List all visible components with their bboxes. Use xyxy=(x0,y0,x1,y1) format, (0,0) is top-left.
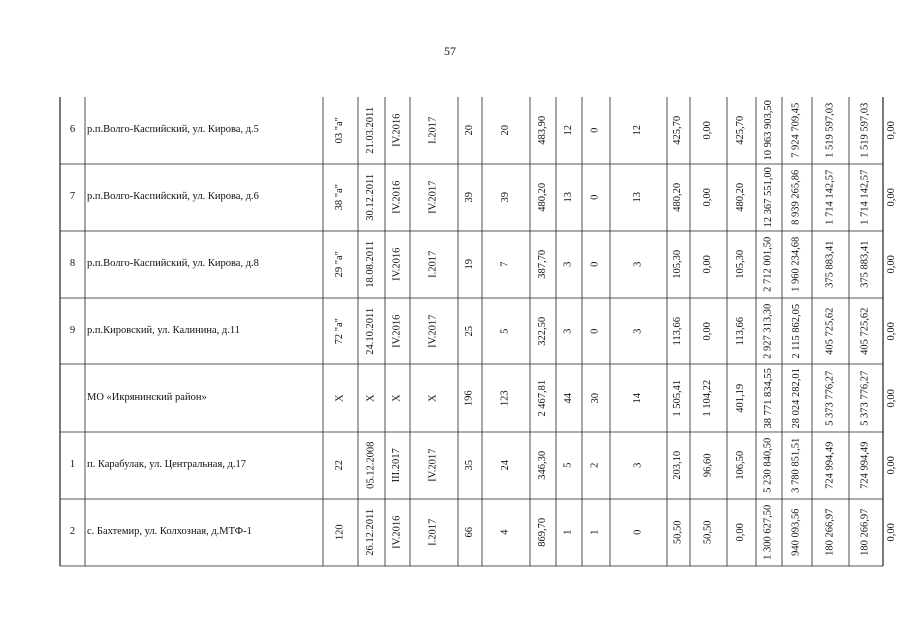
value-cell xyxy=(556,231,582,298)
value-cell xyxy=(849,364,883,432)
value-cell xyxy=(410,364,458,432)
value-cell xyxy=(782,231,812,298)
value-cell xyxy=(556,364,582,432)
address-cell xyxy=(85,364,323,432)
address-cell-text: п. Карабулак, ул. Центральная, д.17 xyxy=(87,459,247,471)
value-cell-text: 1 714 142,57 xyxy=(824,169,836,226)
value-cell xyxy=(727,364,756,432)
value-cell xyxy=(323,499,358,566)
value-cell xyxy=(667,364,690,432)
value-cell-text: 180 266,97 xyxy=(859,508,871,557)
value-cell xyxy=(582,97,610,164)
value-cell-text: X xyxy=(427,394,439,402)
value-cell-text: 375 883,41 xyxy=(859,240,871,289)
row-number-cell-text: 9 xyxy=(69,324,76,336)
row-number-cell-text: 6 xyxy=(69,124,76,136)
value-cell xyxy=(812,97,849,164)
value-cell-text: 2 115 862,05 xyxy=(790,303,802,359)
value-cell-text: III.2017 xyxy=(391,448,403,483)
value-cell-text: 405 725,62 xyxy=(859,307,871,355)
value-cell-text: 375 883,41 xyxy=(824,240,836,289)
value-cell xyxy=(323,364,358,432)
value-cell xyxy=(667,432,690,499)
address-cell-text: р.п.Волго-Каспийский, ул. Кирова, д.6 xyxy=(87,191,259,203)
address-cell xyxy=(85,97,323,164)
value-cell-text: 50,50 xyxy=(672,520,684,545)
value-cell-text: 196 xyxy=(463,390,475,406)
value-cell-text: 724 994,49 xyxy=(859,441,871,490)
value-cell-text: 66 xyxy=(463,527,475,538)
value-cell xyxy=(530,364,556,432)
row-number-cell xyxy=(60,231,85,298)
value-cell xyxy=(883,432,901,499)
value-cell-text: 30 xyxy=(589,392,601,404)
value-cell xyxy=(482,432,530,499)
value-cell xyxy=(727,97,756,164)
value-cell-text: I.2017 xyxy=(427,518,439,547)
value-cell-text: 0 xyxy=(589,261,601,268)
value-cell xyxy=(727,164,756,231)
value-cell-text: 480,20 xyxy=(672,183,684,212)
value-cell-text: IV.2017 xyxy=(427,314,439,348)
value-cell xyxy=(358,97,385,164)
value-cell xyxy=(556,97,582,164)
value-cell xyxy=(385,364,410,432)
value-cell xyxy=(782,432,812,499)
value-cell-text: 38 771 834,55 xyxy=(762,367,774,429)
value-cell-text: 1 505,41 xyxy=(672,379,684,417)
value-cell xyxy=(323,164,358,231)
value-cell xyxy=(556,164,582,231)
value-cell-text: 387,70 xyxy=(536,250,548,279)
value-cell xyxy=(849,298,883,364)
value-cell xyxy=(582,432,610,499)
value-cell xyxy=(690,97,727,164)
value-cell xyxy=(727,231,756,298)
value-cell xyxy=(667,231,690,298)
value-cell-text: 0 xyxy=(589,328,601,334)
value-cell xyxy=(385,432,410,499)
value-cell xyxy=(358,432,385,499)
value-cell xyxy=(530,298,556,364)
value-cell-text: 2 927 313,30 xyxy=(762,303,774,359)
value-cell-text: 2 467,81 xyxy=(536,379,548,417)
value-cell-text: 113,66 xyxy=(672,316,684,346)
value-cell-text: 0,00 xyxy=(885,456,897,475)
value-cell xyxy=(610,231,667,298)
value-cell xyxy=(482,231,530,298)
value-cell xyxy=(690,164,727,231)
value-cell-text: 1 960 234,68 xyxy=(790,236,802,293)
value-cell-text: 35 xyxy=(463,460,475,471)
value-cell-text: 12 367 551,00 xyxy=(762,167,774,228)
value-cell-text: 72 "а" xyxy=(334,317,346,345)
value-cell-text: 28 024 282,01 xyxy=(790,367,802,429)
row-number-cell xyxy=(60,97,85,164)
value-cell-text: 425,70 xyxy=(735,116,747,145)
row-number-cell-text: 7 xyxy=(69,191,76,203)
value-cell xyxy=(727,432,756,499)
value-cell xyxy=(458,298,482,364)
value-cell xyxy=(849,164,883,231)
value-cell-text: 12 xyxy=(562,125,574,136)
value-cell xyxy=(667,298,690,364)
value-cell xyxy=(690,298,727,364)
value-cell xyxy=(883,97,901,164)
value-cell-text: IV.2016 xyxy=(391,515,403,550)
value-cell xyxy=(410,231,458,298)
value-cell xyxy=(756,499,782,566)
value-cell-text: 105,30 xyxy=(672,250,684,279)
address-cell xyxy=(85,432,323,499)
address-cell-text: р.п.Кировский, ул. Калинина, д.11 xyxy=(87,324,240,336)
value-cell-text: 5 xyxy=(562,462,574,469)
row-number-cell xyxy=(60,499,85,566)
value-cell-text: 5 230 840,50 xyxy=(762,437,774,494)
value-cell xyxy=(667,499,690,566)
value-cell xyxy=(323,298,358,364)
value-cell xyxy=(812,364,849,432)
value-cell xyxy=(385,298,410,364)
value-cell-text: 24.10.2011 xyxy=(365,307,377,355)
value-cell-text: 0,00 xyxy=(702,188,714,207)
value-cell xyxy=(812,432,849,499)
value-cell-text: 20 xyxy=(499,125,511,136)
value-cell-text: 3 xyxy=(632,328,644,334)
value-cell-text: 480,20 xyxy=(536,183,548,212)
value-cell-text: 1 300 627,50 xyxy=(762,504,774,561)
value-cell-text: 13 xyxy=(632,192,644,203)
row-number-cell xyxy=(60,164,85,231)
value-cell-text: 39 xyxy=(499,192,511,203)
value-cell-text: I.2017 xyxy=(427,116,439,145)
value-cell xyxy=(812,231,849,298)
value-cell-text: 20 xyxy=(463,125,475,136)
row-number-cell xyxy=(60,364,85,432)
value-cell-text: 180 266,97 xyxy=(824,508,836,557)
value-cell-text: I.2017 xyxy=(427,250,439,279)
value-cell xyxy=(458,499,482,566)
value-cell-text: 14 xyxy=(632,392,644,404)
value-cell xyxy=(883,364,901,432)
value-cell-text: 39 xyxy=(463,192,475,203)
value-cell xyxy=(756,432,782,499)
value-cell xyxy=(458,231,482,298)
value-cell xyxy=(385,499,410,566)
value-cell-text: 1 xyxy=(589,529,601,536)
value-cell xyxy=(782,164,812,231)
value-cell xyxy=(582,231,610,298)
address-cell xyxy=(85,499,323,566)
value-cell xyxy=(883,231,901,298)
value-cell-text: 5 373 776,27 xyxy=(824,370,836,426)
value-cell xyxy=(610,364,667,432)
value-cell xyxy=(385,97,410,164)
value-cell xyxy=(410,97,458,164)
value-cell-text: 0,00 xyxy=(885,121,897,140)
value-cell xyxy=(358,164,385,231)
page-number: 57 xyxy=(444,44,456,58)
value-cell-text: 401,19 xyxy=(735,383,747,413)
value-cell xyxy=(410,499,458,566)
value-cell-text: IV.2017 xyxy=(427,448,439,483)
value-cell xyxy=(667,97,690,164)
value-cell xyxy=(556,499,582,566)
value-cell-text: 120 xyxy=(334,524,346,541)
value-cell-text: 425,70 xyxy=(672,116,684,145)
value-cell-text: 1 xyxy=(562,529,574,536)
value-cell-text: 346,30 xyxy=(536,451,548,480)
value-cell xyxy=(482,364,530,432)
value-cell-text: 0,00 xyxy=(885,388,897,408)
value-cell-text: 0,00 xyxy=(735,523,747,542)
value-cell xyxy=(610,97,667,164)
value-cell-text: 2 712 001,50 xyxy=(762,236,774,293)
value-cell-text: 0 xyxy=(589,127,601,134)
value-cell-text: 0,00 xyxy=(885,255,897,274)
row-number-cell xyxy=(60,432,85,499)
value-cell xyxy=(582,298,610,364)
value-cell-text: 203,10 xyxy=(672,451,684,480)
value-cell xyxy=(323,97,358,164)
value-cell xyxy=(482,499,530,566)
value-cell xyxy=(385,164,410,231)
address-cell-text: с. Бахтемир, ул. Колхозная, д.МТФ-1 xyxy=(87,526,252,538)
value-cell-text: 405 725,62 xyxy=(824,307,836,355)
value-cell xyxy=(690,499,727,566)
value-cell xyxy=(358,364,385,432)
value-cell xyxy=(530,164,556,231)
value-cell xyxy=(883,298,901,364)
value-cell-text: 2 xyxy=(589,462,601,469)
value-cell-text: 96,60 xyxy=(702,453,714,478)
value-cell xyxy=(610,432,667,499)
value-cell xyxy=(323,231,358,298)
value-cell xyxy=(530,97,556,164)
value-cell xyxy=(756,164,782,231)
value-cell-text: 8 939 265,86 xyxy=(790,169,802,226)
value-cell xyxy=(530,499,556,566)
value-cell xyxy=(812,164,849,231)
value-cell-text: 3 xyxy=(562,328,574,334)
value-cell xyxy=(530,432,556,499)
value-cell-text: 0,00 xyxy=(702,255,714,274)
value-cell xyxy=(849,97,883,164)
value-cell xyxy=(610,298,667,364)
value-cell xyxy=(812,298,849,364)
value-cell-text: X xyxy=(391,394,403,402)
value-cell xyxy=(458,364,482,432)
value-cell-text: 3 xyxy=(632,261,644,268)
address-cell-text: р.п.Волго-Каспийский, ул. Кирова, д.8 xyxy=(87,258,259,270)
value-cell-text: 1 104,22 xyxy=(702,379,714,417)
value-cell-text: 30.12.2011 xyxy=(365,174,377,221)
address-cell-text: МО «Икрянинский район» xyxy=(87,391,207,403)
row-number-cell xyxy=(60,298,85,364)
value-cell-text: 0,00 xyxy=(885,321,897,341)
value-cell xyxy=(883,164,901,231)
value-cell-text: 724 994,49 xyxy=(824,441,836,490)
value-cell-text: 3 xyxy=(632,462,644,469)
value-cell xyxy=(582,164,610,231)
value-cell xyxy=(849,432,883,499)
value-cell-text: 44 xyxy=(562,392,574,404)
value-cell-text: 7 xyxy=(499,261,511,268)
value-cell-text: 1 519 597,03 xyxy=(859,102,871,159)
value-cell xyxy=(849,231,883,298)
value-cell xyxy=(458,97,482,164)
value-cell-text: 106,50 xyxy=(735,451,747,480)
value-cell-text: IV.2016 xyxy=(391,247,403,282)
value-cell xyxy=(556,298,582,364)
value-cell-text: 3 xyxy=(562,261,574,268)
value-cell-text: 19 xyxy=(463,259,475,270)
value-cell-text: 03 "а" xyxy=(334,117,346,144)
value-cell xyxy=(727,499,756,566)
value-cell-text: 869,70 xyxy=(536,518,548,547)
value-cell-text: 26.12.2011 xyxy=(365,509,377,556)
value-cell-text: 0 xyxy=(589,194,601,201)
address-cell xyxy=(85,231,323,298)
row-number-cell-text: 8 xyxy=(69,258,76,270)
address-cell xyxy=(85,164,323,231)
value-cell xyxy=(410,432,458,499)
value-cell-text: 50,50 xyxy=(702,520,714,545)
value-cell-text: 0,00 xyxy=(702,321,714,341)
value-cell-text: 0 xyxy=(632,529,644,536)
value-cell xyxy=(410,164,458,231)
value-cell-text: 123 xyxy=(499,390,511,406)
value-cell xyxy=(756,231,782,298)
value-cell xyxy=(756,298,782,364)
value-cell-text: 12 xyxy=(632,125,644,136)
row-number-cell-text: 2 xyxy=(69,526,76,538)
row-number-cell-text: 1 xyxy=(69,459,76,471)
value-cell-text: 05.12.2008 xyxy=(365,441,377,490)
value-cell xyxy=(782,298,812,364)
value-cell xyxy=(756,97,782,164)
value-cell xyxy=(782,499,812,566)
value-cell xyxy=(727,298,756,364)
value-cell-text: 1 714 142,57 xyxy=(859,169,871,226)
value-cell-text: 480,20 xyxy=(735,183,747,212)
value-cell xyxy=(323,432,358,499)
value-cell xyxy=(756,364,782,432)
value-cell xyxy=(556,432,582,499)
value-cell-text: 21.03.2011 xyxy=(365,107,377,154)
value-cell xyxy=(812,499,849,566)
value-cell-text: 105,30 xyxy=(735,250,747,279)
value-cell xyxy=(482,164,530,231)
value-cell xyxy=(582,364,610,432)
value-cell-text: 1 519 597,03 xyxy=(824,102,836,159)
value-cell xyxy=(458,164,482,231)
value-cell-text: 13 xyxy=(562,192,574,203)
value-cell xyxy=(358,499,385,566)
address-cell-text: р.п.Волго-Каспийский, ул. Кирова, д.5 xyxy=(87,124,259,136)
value-cell xyxy=(610,164,667,231)
value-cell-text: IV.2017 xyxy=(427,180,439,215)
value-cell-text: 0,00 xyxy=(885,188,897,207)
value-cell xyxy=(482,298,530,364)
value-cell-text: 4 xyxy=(499,529,511,536)
value-cell-text: IV.2016 xyxy=(391,314,403,348)
value-cell-text: 0,00 xyxy=(702,121,714,140)
value-cell xyxy=(610,499,667,566)
value-cell xyxy=(482,97,530,164)
value-cell-text: X xyxy=(365,394,377,402)
value-cell xyxy=(358,298,385,364)
value-cell xyxy=(782,364,812,432)
value-cell-text: 10 963 903,50 xyxy=(762,100,774,161)
value-cell xyxy=(582,499,610,566)
value-cell xyxy=(667,164,690,231)
value-cell-text: 3 780 851,51 xyxy=(790,437,802,494)
address-cell xyxy=(85,298,323,364)
value-cell-text: IV.2016 xyxy=(391,180,403,215)
value-cell-text: 38 "а" xyxy=(334,184,346,211)
value-cell-text: 0,00 xyxy=(885,523,897,542)
value-cell xyxy=(458,432,482,499)
value-cell-text: 113,66 xyxy=(735,316,747,346)
value-cell-text: 24 xyxy=(499,460,511,471)
value-cell-text: 483,90 xyxy=(536,116,548,145)
value-cell-text: 5 xyxy=(499,328,511,334)
value-cell xyxy=(690,364,727,432)
value-cell xyxy=(690,432,727,499)
value-cell-text: 18.08.2011 xyxy=(365,241,377,288)
value-cell xyxy=(410,298,458,364)
value-cell-text: 5 373 776,27 xyxy=(859,370,871,426)
value-cell-text: 25 xyxy=(463,325,475,337)
value-cell xyxy=(782,97,812,164)
value-cell-text: X xyxy=(334,394,346,402)
value-cell-text: IV.2016 xyxy=(391,113,403,148)
value-cell xyxy=(385,231,410,298)
value-cell xyxy=(530,231,556,298)
value-cell-text: 22 xyxy=(334,460,346,471)
value-cell xyxy=(883,499,901,566)
value-cell xyxy=(690,231,727,298)
value-cell-text: 7 924 709,45 xyxy=(790,102,802,159)
value-cell-text: 322,50 xyxy=(536,316,548,346)
value-cell-text: 29 "а" xyxy=(334,251,346,278)
value-cell xyxy=(849,499,883,566)
value-cell xyxy=(358,231,385,298)
value-cell-text: 940 093,56 xyxy=(790,508,802,557)
